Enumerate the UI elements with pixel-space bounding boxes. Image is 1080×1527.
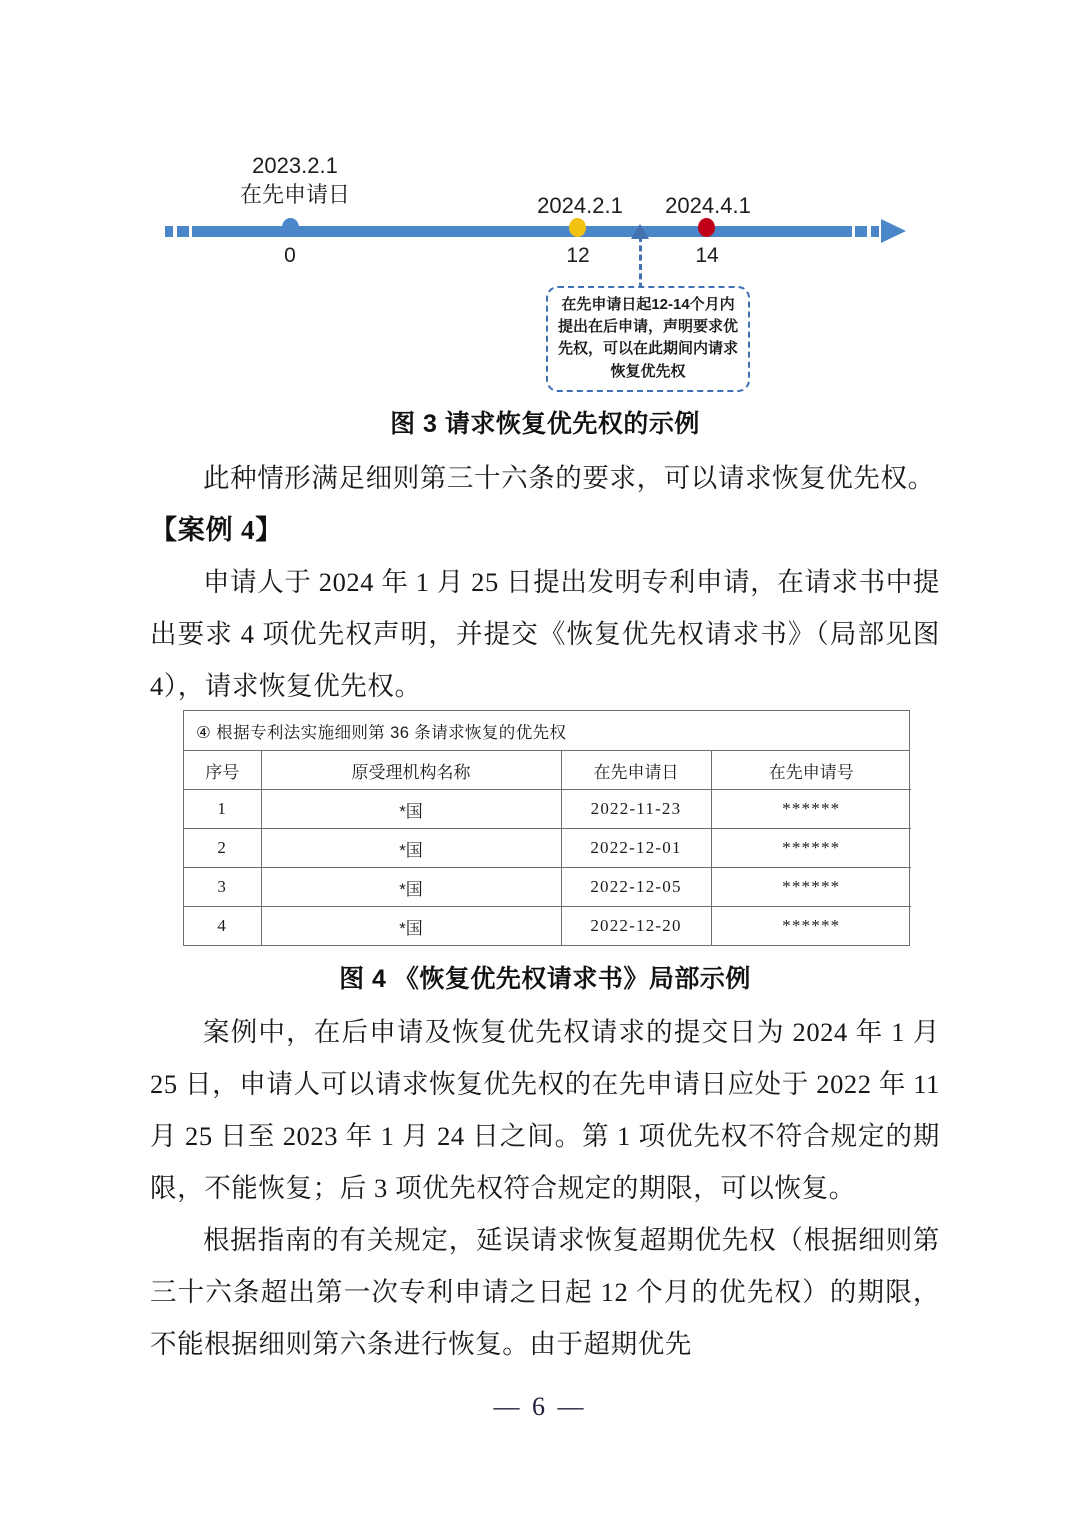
table-row xyxy=(184,868,911,907)
table-row xyxy=(184,907,911,946)
figure-4-caption: 图 4 《恢复优先权请求书》局部示例 xyxy=(339,965,751,993)
timeline-date-0: 2023.2.1 xyxy=(252,153,338,178)
column-header-date: 在先申请日 xyxy=(561,751,711,790)
cell-org-2: *国 xyxy=(261,829,561,868)
timeline-dash-left-2 xyxy=(177,226,189,237)
cell-no-4: 4 xyxy=(184,907,261,946)
timeline-date-12: 2024.2.1 xyxy=(537,193,623,218)
column-header-org: 原受理机构名称 xyxy=(261,751,561,790)
table-row xyxy=(184,790,911,829)
timeline-arrow-icon xyxy=(881,219,906,243)
timeline-dot-month-14 xyxy=(698,218,715,237)
timeline-month-0: 0 xyxy=(284,244,296,267)
figure-4-form xyxy=(183,710,910,946)
table-row xyxy=(184,829,911,868)
cell-date-4: 2022-12-20 xyxy=(561,907,711,946)
timeline-callout-box: 在先申请日起12-14个月内提出在后申请，声明要求优先权，可以在此期间内请求恢复优先权 xyxy=(546,286,750,392)
cell-no-2: 2 xyxy=(184,829,261,868)
timeline-name-0: 在先申请日 xyxy=(239,181,350,207)
figure-3-caption: 图 3 请求恢复优先权的示例 xyxy=(390,410,700,438)
cell-org-1: *国 xyxy=(261,790,561,829)
cell-no-3: 3 xyxy=(184,868,261,907)
cell-date-3: 2022-12-05 xyxy=(561,868,711,907)
timeline-label-month-14 xyxy=(633,192,783,221)
timeline-date-14: 2024.4.1 xyxy=(665,193,751,218)
paragraph-after-figure-3: 此种情形满足细则第三十六条的要求，可以请求恢复优先权。 xyxy=(203,463,935,493)
cell-appno-3: ****** xyxy=(711,868,911,907)
cell-date-2: 2022-12-01 xyxy=(561,829,711,868)
cell-appno-4: ****** xyxy=(711,907,911,946)
column-header-no: 序号 xyxy=(184,751,261,790)
figure-3-timeline xyxy=(150,140,940,395)
cell-appno-1: ****** xyxy=(711,790,911,829)
column-header-appno: 在先申请号 xyxy=(711,751,911,790)
paragraph-guideline-rules: 根据指南的有关规定，延误请求恢复超期优先权（根据细则第三十六条超出第一次专利申请之日起 12 个月的优先权）的期限，不能根据细则第六条进行恢复。由于超期优先 xyxy=(150,1225,940,1359)
timeline-dash-left-1 xyxy=(165,226,173,237)
cell-org-3: *国 xyxy=(261,868,561,907)
timeline-label-first-filing xyxy=(210,152,380,209)
table-header-row xyxy=(184,751,911,790)
cell-org-4: *国 xyxy=(261,907,561,946)
cell-no-1: 1 xyxy=(184,790,261,829)
cell-appno-2: ****** xyxy=(711,829,911,868)
timeline-month-12: 12 xyxy=(566,244,590,267)
timeline-dash-right-2 xyxy=(871,226,879,237)
timeline-month-14: 14 xyxy=(695,244,719,267)
timeline-axis xyxy=(165,226,910,237)
timeline-dash-right-1 xyxy=(855,226,867,237)
timeline-dot-month-12 xyxy=(569,218,586,237)
timeline-dot-month-0 xyxy=(282,218,299,237)
paragraph-case-analysis: 案例中，在后申请及恢复优先权请求的提交日为 2024 年 1 月 25 日，申请人可以请求恢复优先权的在先申请日应处于 2022 年 11 月 25 日至 2023 年 1 月 24 日之间。第 1 项优先权不符合规定的期限，不能恢复；后 3 项优先权符合规定的期限，可以恢复。 xyxy=(150,1017,940,1203)
case-4-heading: 【案例 4】 xyxy=(150,515,284,545)
form-section-title: ④ 根据专利法实施细则第 36 条请求恢复的优先权 xyxy=(184,711,909,751)
page-number: — 6 — xyxy=(493,1392,587,1421)
case-4-description: 申请人于 2024 年 1 月 25 日提出发明专利申请，在请求书中提出要求 4 项优先权声明，并提交《恢复优先权请求书》（局部见图 4），请求恢复优先权。 xyxy=(150,567,940,701)
priority-table xyxy=(184,751,911,945)
cell-date-1: 2022-11-23 xyxy=(561,790,711,829)
